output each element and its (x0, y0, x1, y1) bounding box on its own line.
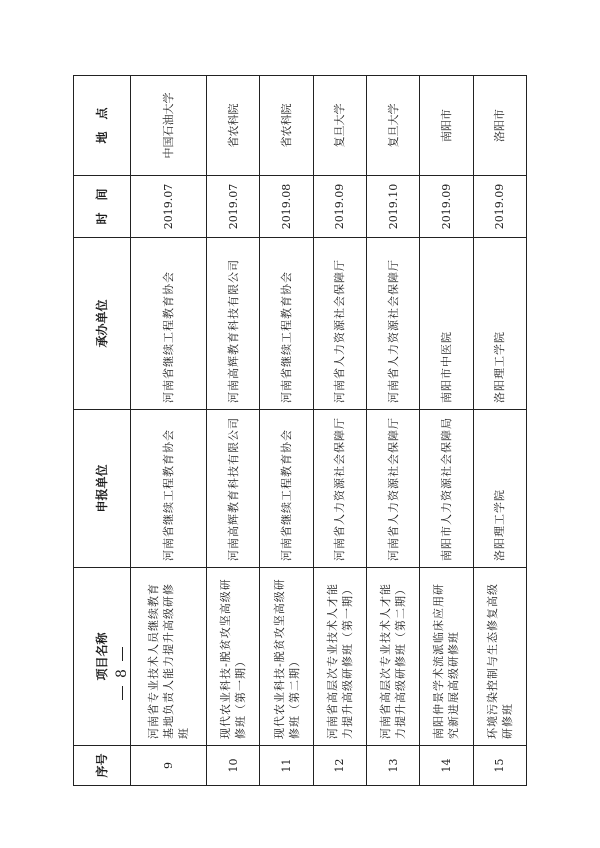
table-row (313, 76, 366, 786)
row-applicant: 河南省继续工程教育协会 (131, 410, 207, 568)
row-place: 省农科院 (260, 76, 313, 176)
header-no: 序号 (74, 746, 131, 786)
row-time: 2019.09 (420, 176, 473, 238)
row-no: 10 (207, 746, 260, 786)
row-name: 现代农业科技-脱贫攻坚高级研修班（第一期） (207, 568, 260, 746)
page-number (112, 620, 132, 700)
row-time: 2019.07 (131, 176, 207, 238)
row-organizer: 河南省继续工程教育协会 (131, 238, 207, 410)
header-applicant: 申报单位 (74, 410, 131, 568)
row-time: 2019.10 (367, 176, 420, 238)
row-organizer: 河南高辉教育科技有限公司 (207, 238, 260, 410)
row-place: 洛阳市 (473, 76, 526, 176)
page-number-dash-right (122, 647, 123, 661)
header-organizer: 承办单位 (74, 238, 131, 410)
row-place: 中国石油大学 (131, 76, 207, 176)
row-applicant: 河南省人力资源社会保障厅 (313, 410, 366, 568)
row-applicant: 南阳市人力资源社会保障局 (420, 410, 473, 568)
row-place: 省农科院 (207, 76, 260, 176)
row-place: 复旦大学 (367, 76, 420, 176)
table-row (260, 76, 313, 786)
page-number-dash-left (122, 686, 123, 700)
rotated-page-content (73, 76, 527, 786)
row-time: 2019.07 (207, 176, 260, 238)
row-organizer: 河南省人力资源社会保障厅 (367, 238, 420, 410)
row-no: 13 (367, 746, 420, 786)
row-name: 河南省高层次专业技术人才能力提升高级研修班（第二期） (367, 568, 420, 746)
row-organizer: 河南省继续工程教育协会 (260, 238, 313, 410)
row-applicant: 河南省人力资源社会保障厅 (367, 410, 420, 568)
header-time: 时 间 (74, 176, 131, 238)
row-time: 2019.09 (473, 176, 526, 238)
table-row (473, 76, 526, 786)
row-applicant: 洛阳理工学院 (473, 410, 526, 568)
row-time: 2019.09 (313, 176, 366, 238)
row-applicant: 河南高辉教育科技有限公司 (207, 410, 260, 568)
row-organizer: 洛阳理工学院 (473, 238, 526, 410)
table-row (207, 76, 260, 786)
table-row (420, 76, 473, 786)
header-place: 地 点 (74, 76, 131, 176)
training-program-table (73, 75, 527, 786)
row-no: 12 (313, 746, 366, 786)
table-wrapper (73, 76, 527, 786)
row-name: 环境污染控制与生态修复高级研修班 (473, 568, 526, 746)
row-organizer: 河南省人力资源社会保障厅 (313, 238, 366, 410)
row-no: 15 (473, 746, 526, 786)
table-row (131, 76, 207, 786)
row-place: 复旦大学 (313, 76, 366, 176)
row-name: 河南省高层次专业技术人才能力提升高级研修班（第一期） (313, 568, 366, 746)
row-no: 9 (131, 746, 207, 786)
row-no: 14 (420, 746, 473, 786)
row-no: 11 (260, 746, 313, 786)
row-name: 河南省专业技术人员继续教育基地负责人能力提升高级研修班 (131, 568, 207, 746)
row-place: 南阳市 (420, 76, 473, 176)
row-name: 南阳仲景学术流派临床应用研究新进展高级研修班 (420, 568, 473, 746)
row-organizer: 南阳市中医院 (420, 238, 473, 410)
table-row (367, 76, 420, 786)
row-time: 2019.08 (260, 176, 313, 238)
header-name: 项目名称 (74, 568, 131, 746)
row-applicant: 河南省继续工程教育协会 (260, 410, 313, 568)
row-name: 现代农业科技-脱贫攻坚高级研修班（第二期） (260, 568, 313, 746)
page-number-text: 8 (114, 669, 130, 678)
